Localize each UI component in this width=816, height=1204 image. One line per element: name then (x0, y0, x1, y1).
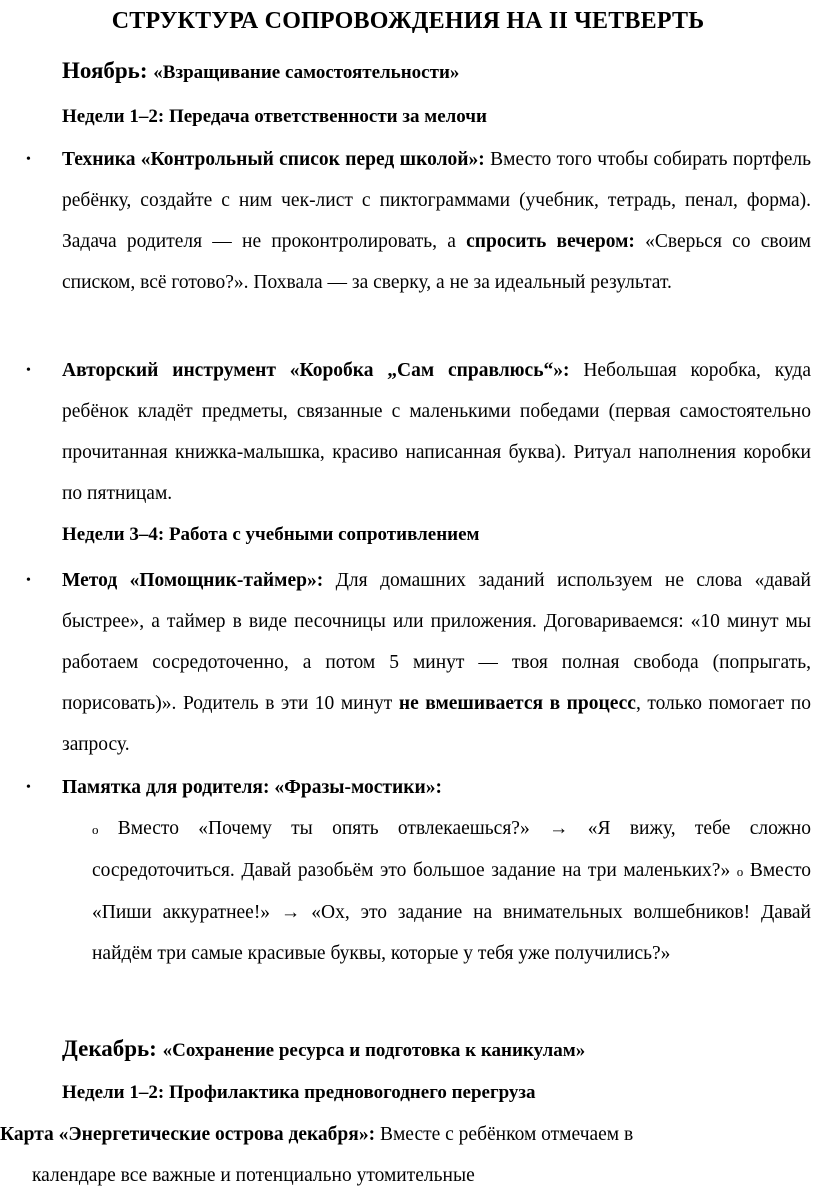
item-text: Вместо того чтобы собирать портфель ребёнку, создайте с ним чек-лист с пиктограммами (учебник, тетрадь, пенал, форма). Задача родителя — не проконтролировать, а (62, 149, 811, 252)
month-label: Декабрь: (62, 1036, 157, 1061)
circle-bullet-icon: o (92, 822, 99, 837)
list-item-checklist (62, 139, 811, 303)
phrase-text: Вместо «Пиши аккуратнее!» → «Ох, это задание на внимательных волшебников! Давай найдём три самые красивые буквы, которые у тебя уже получились?» (92, 860, 811, 964)
item-text: Для домашних заданий используем не слова «давай быстрее», а таймер в виде песочницы или приложения. Договариваемся: «10 минут мы работаем сосредоточенно, а потом 5 минут — твоя полная свобода (попрыгать, порисовать)». Родитель в эти 10 минут (62, 570, 811, 714)
list-item-timer (62, 560, 811, 765)
bullet-marker: • (26, 363, 31, 378)
week-heading: Недели 1–2: Профилактика предновогоднего перегруза (62, 1082, 536, 1103)
bullet-marker: • (26, 780, 31, 795)
month-heading-november (62, 56, 459, 88)
card-text: Вместе с ребёнком отмечаем в (375, 1124, 634, 1145)
sub-list-phrases (92, 808, 811, 974)
month-heading-december (62, 1034, 585, 1066)
item-title: Метод «Помощник-таймер»: (62, 570, 324, 591)
list-item-phrases (62, 767, 811, 808)
list-item-box-tool (62, 350, 811, 514)
bullet-marker: • (26, 152, 31, 167)
page-title: СТРУКТУРА СОПРОВОЖДЕНИЯ НА II ЧЕТВЕРТЬ (111, 8, 705, 34)
card-paragraph (0, 1114, 812, 1196)
week-heading: Недели 1–2: Передача ответственности за мелочи (62, 106, 487, 127)
item-emphasis: спросить вечером: (466, 231, 635, 252)
circle-bullet-icon: o (736, 864, 744, 879)
card-title: Карта «Энергетические острова декабря»: (0, 1124, 376, 1145)
item-text: Небольшая коробка, куда ребёнок кладёт предметы, связанные с маленькими победами (первая самостоятельно прочитанная книжка-малышка, красиво написанная буква). Ритуал наполнения коробки по пятницам. (62, 360, 811, 504)
item-emphasis: не вмешивается в процесс (398, 693, 636, 714)
phrase-text: Вместо «Почему ты опять отвлекаешься?» → «Я вижу, тебе сложно сосредоточиться. Давай разобьём это большое задание на три маленьких?» (92, 818, 811, 881)
week-heading: Недели 3–4: Работа с учебными сопротивлением (62, 524, 480, 545)
month-theme: «Взращивание самостоятельности» (153, 62, 460, 83)
item-title: Авторский инструмент «Коробка „Сам справлюсь“»: (62, 360, 570, 381)
bullet-marker: • (26, 573, 31, 588)
month-label: Ноябрь: (62, 58, 148, 83)
card-text-continued: календаре все важные и потенциально утомительные (32, 1165, 475, 1186)
item-text: «Сверься со своим списком, всё готово?». Похвала — за сверку, а не за идеальный результат. (62, 231, 812, 293)
item-text: , только помогает по запросу. (62, 693, 811, 755)
item-title: Памятка для родителя: «Фразы-мостики»: (62, 777, 442, 798)
month-theme: «Сохранение ресурса и подготовка к каникулам» (162, 1040, 586, 1061)
item-title: Техника «Контрольный список перед школой»: (62, 149, 485, 170)
